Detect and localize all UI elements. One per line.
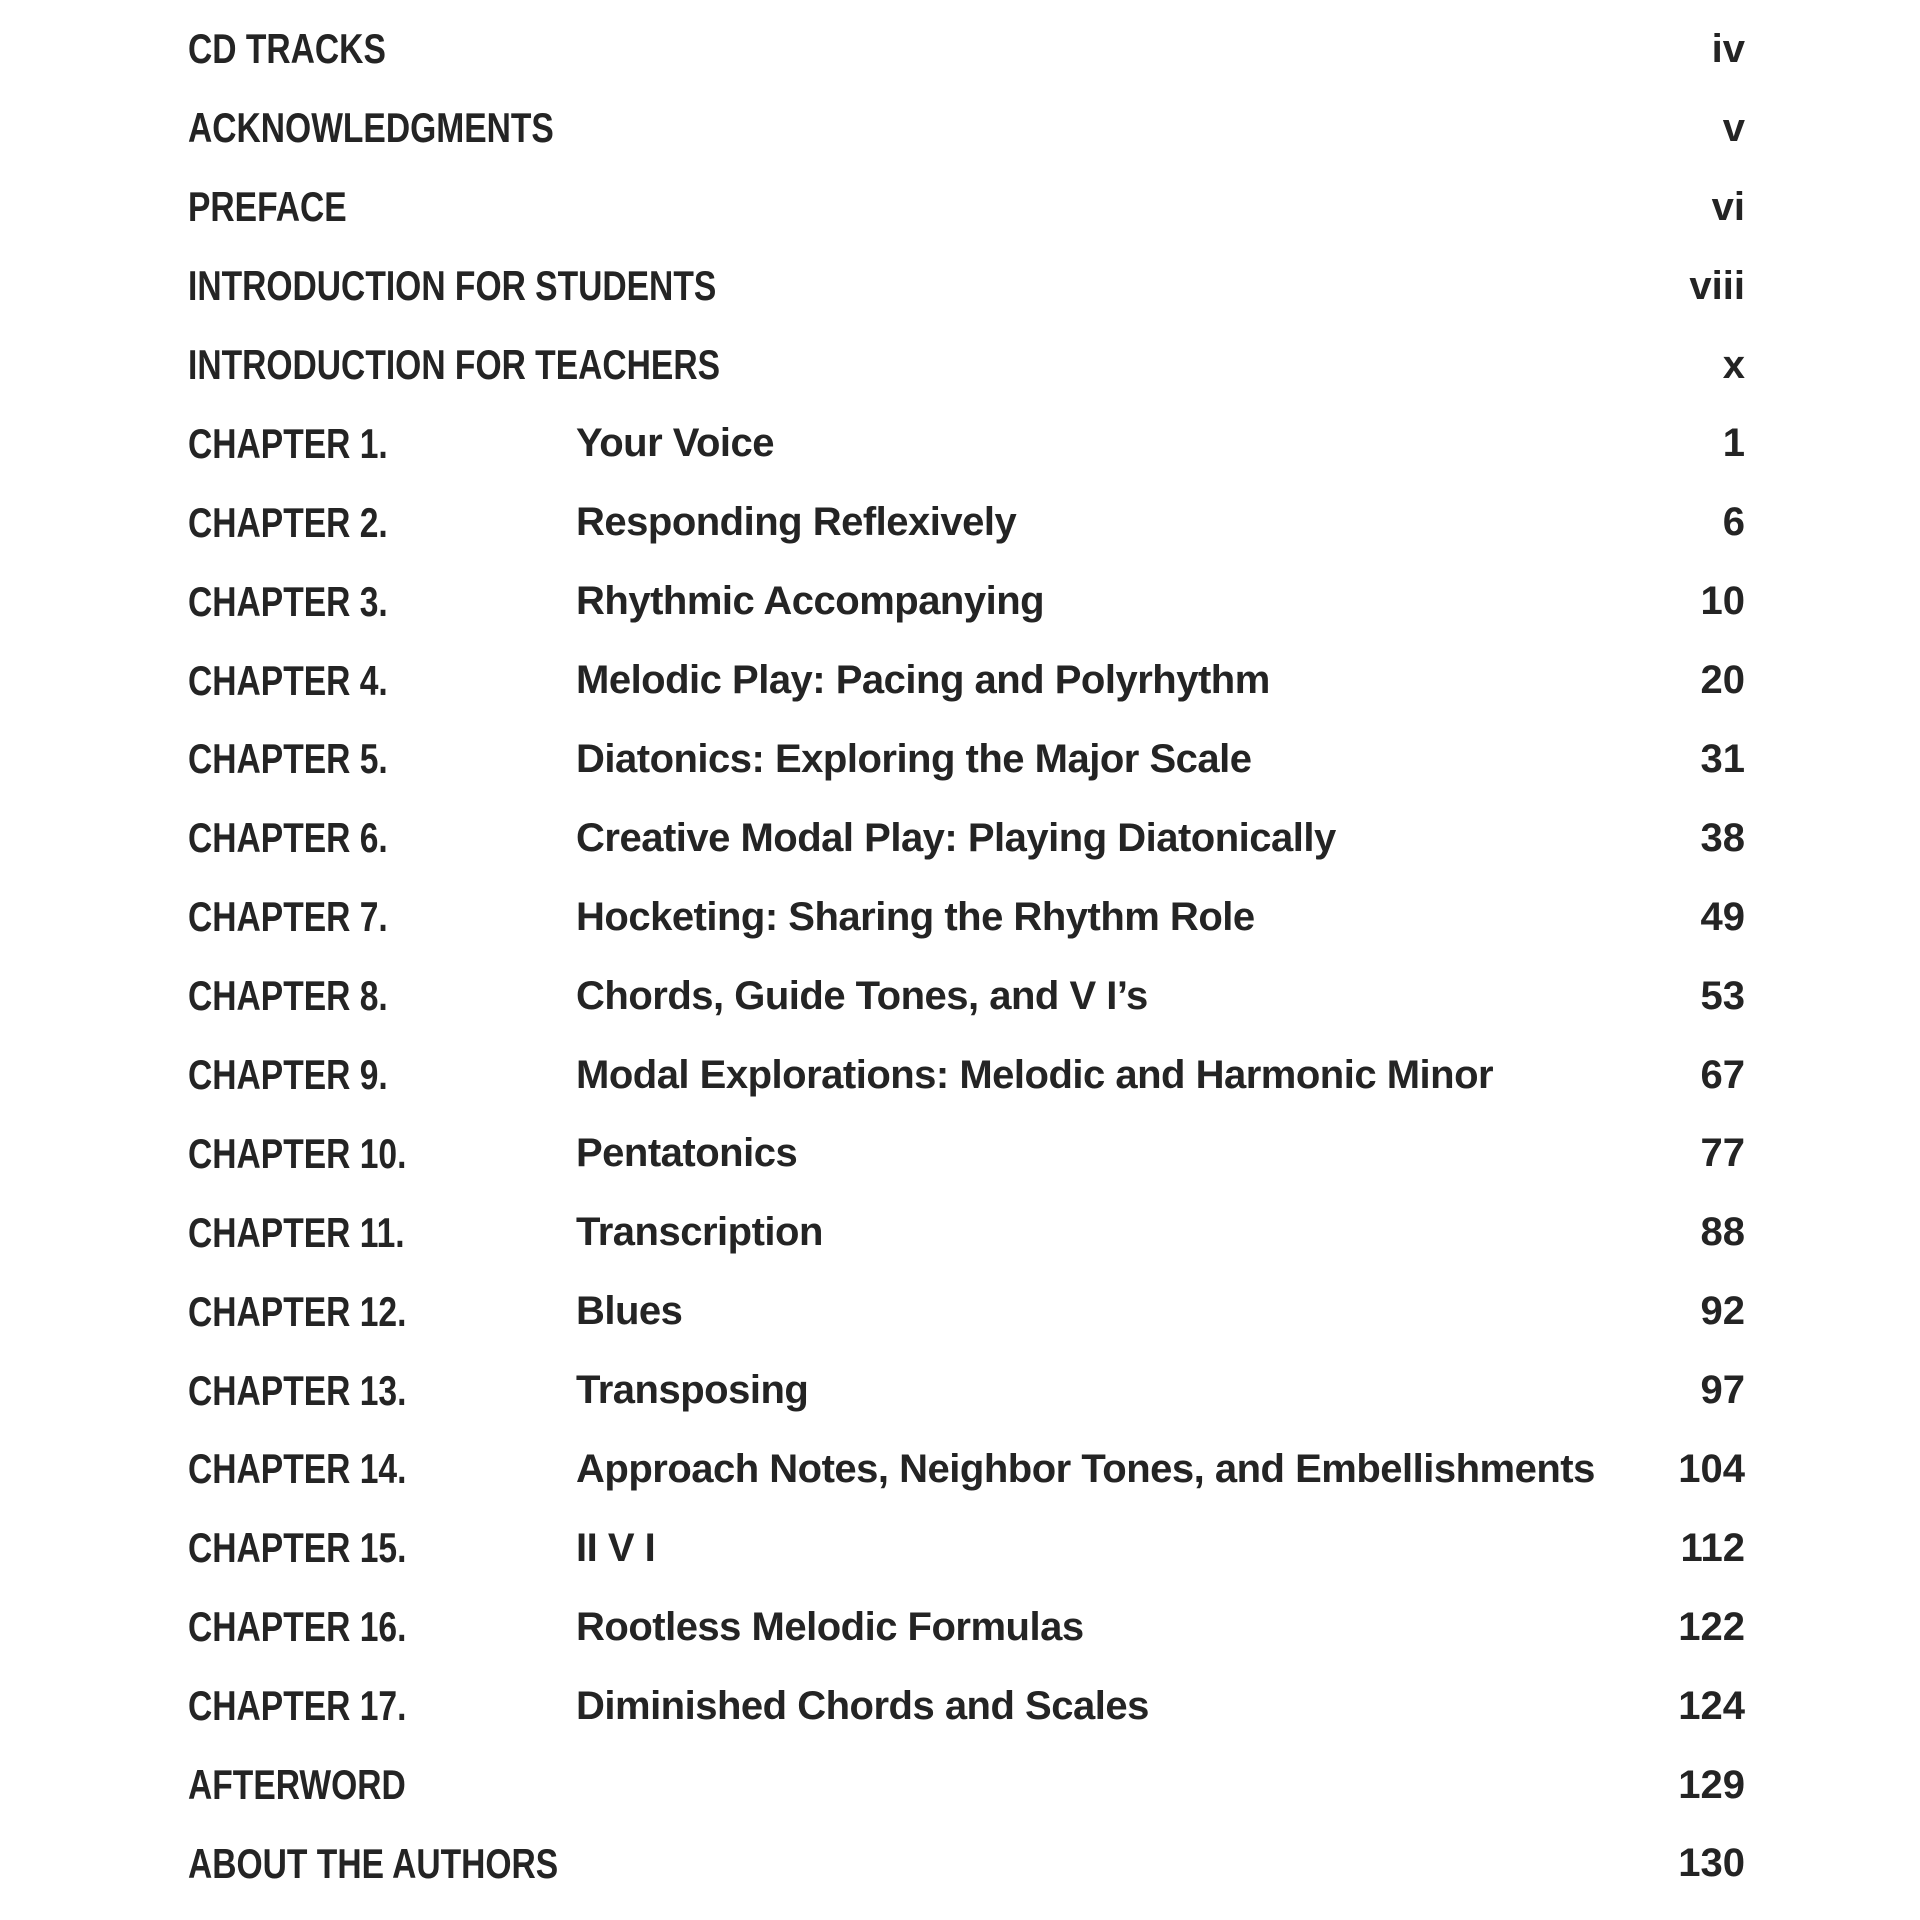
toc-entry-title: Your Voice [576, 421, 775, 466]
toc-entry-page-number: v [1722, 105, 1745, 150]
toc-entry-label: CHAPTER 14. [188, 1445, 407, 1493]
toc-entry-page-number: 130 [1678, 1841, 1745, 1886]
toc-entry-title: Hocketing: Sharing the Rhythm Role [576, 894, 1255, 939]
toc-entry-label: CHAPTER 11. [188, 1208, 405, 1256]
toc-row [188, 404, 1745, 483]
toc-entry-label: CHAPTER 12. [188, 1287, 407, 1335]
toc-entry-title: Responding Reflexively [576, 500, 1017, 545]
toc-entry-label: AFTERWORD [188, 1761, 406, 1809]
toc-entry-label: ACKNOWLEDGMENTS [188, 104, 554, 152]
toc-row [188, 1667, 1745, 1746]
toc-entry-page-number: 67 [1700, 1052, 1745, 1097]
toc-entry-title: Creative Modal Play: Playing Diatonically [576, 815, 1336, 860]
toc-entry-label: CHAPTER 8. [188, 972, 388, 1020]
toc-entry-label: CHAPTER 4. [188, 656, 388, 704]
toc-row [188, 1430, 1745, 1509]
toc-entry-title: Melodic Play: Pacing and Polyrhythm [576, 658, 1270, 703]
toc-entry-title: Approach Notes, Neighbor Tones, and Embellishments [576, 1446, 1595, 1491]
toc-entry-label: CHAPTER 7. [188, 893, 388, 941]
toc-entry-label: CHAPTER 17. [188, 1682, 407, 1730]
toc-entry-label: INTRODUCTION FOR TEACHERS [188, 341, 720, 388]
toc-row [188, 1824, 1745, 1903]
toc-entry-title: Transposing [576, 1368, 809, 1413]
toc-entry-page-number: 38 [1700, 815, 1745, 860]
toc-entry-label: ABOUT THE AUTHORS [188, 1839, 559, 1887]
toc-entry-page-number: 104 [1678, 1446, 1745, 1491]
toc-row [188, 326, 1745, 405]
toc-row [188, 799, 1745, 878]
toc-entry-page-number: 6 [1722, 500, 1745, 545]
toc-row [188, 1272, 1745, 1351]
toc-row [188, 247, 1745, 326]
toc-row [188, 10, 1745, 89]
toc-entry-label: CHAPTER 10. [188, 1129, 407, 1177]
toc-entry-page-number: 97 [1700, 1368, 1745, 1413]
toc-row [188, 1588, 1745, 1667]
toc-row [188, 720, 1745, 799]
toc-entry-title: Rhythmic Accompanying [576, 579, 1045, 624]
toc-entry-page-number: 77 [1700, 1131, 1745, 1176]
toc-entry-title: Pentatonics [576, 1131, 798, 1176]
toc-entry-label: CHAPTER 2. [188, 498, 388, 546]
toc-entry-page-number: 53 [1700, 973, 1745, 1018]
toc-entry-title: Chords, Guide Tones, and V I’s [576, 973, 1148, 1018]
toc-entry-label: CHAPTER 15. [188, 1524, 407, 1572]
toc-entry-title: II V I [576, 1525, 656, 1570]
toc-entry-page-number: 124 [1678, 1683, 1745, 1728]
toc-entry-label: CHAPTER 13. [188, 1366, 407, 1414]
toc-entry-label: INTRODUCTION FOR STUDENTS [188, 262, 717, 310]
toc-row [188, 957, 1745, 1036]
toc-entry-label: CHAPTER 9. [188, 1051, 388, 1099]
toc-entry-page-number: 92 [1700, 1289, 1745, 1334]
toc-entry-page-number: 112 [1680, 1525, 1745, 1570]
toc-row [188, 1746, 1745, 1825]
toc-entry-label: CHAPTER 16. [188, 1603, 407, 1651]
toc-entry-page-number: 88 [1700, 1210, 1745, 1255]
toc-row-list [188, 10, 1745, 1903]
toc-entry-label: PREFACE [188, 183, 347, 231]
toc-entry-label: CD TRACKS [188, 25, 386, 73]
toc-row [188, 1036, 1745, 1115]
toc-entry-title: Diatonics: Exploring the Major Scale [576, 736, 1252, 781]
toc-entry-page-number: 10 [1700, 579, 1745, 624]
toc-entry-label: CHAPTER 5. [188, 735, 388, 783]
toc-entry-page-number: 122 [1678, 1604, 1745, 1649]
toc-entry-title: Diminished Chords and Scales [576, 1683, 1149, 1728]
toc-entry-page-number: x [1722, 342, 1745, 387]
toc-row [188, 1509, 1745, 1588]
toc-entry-page-number: 31 [1700, 736, 1745, 781]
toc-row [188, 641, 1745, 720]
toc-entry-title: Transcription [576, 1210, 823, 1255]
toc-entry-title: Blues [576, 1289, 683, 1334]
toc-row [188, 168, 1745, 247]
toc-entry-page-number: 1 [1722, 421, 1745, 466]
toc-entry-title: Rootless Melodic Formulas [576, 1604, 1084, 1649]
toc-entry-label: CHAPTER 6. [188, 814, 388, 862]
toc-row [188, 562, 1745, 641]
toc-row [188, 89, 1745, 168]
toc-entry-page-number: 129 [1678, 1762, 1745, 1807]
toc-row [188, 1114, 1745, 1193]
toc-entry-page-number: viii [1689, 263, 1745, 308]
toc-entry-page-number: 20 [1700, 658, 1745, 703]
toc-row [188, 483, 1745, 562]
toc-row [188, 1351, 1745, 1430]
toc-entry-label: CHAPTER 3. [188, 577, 388, 625]
toc-row [188, 1193, 1745, 1272]
toc-entry-page-number: 49 [1700, 894, 1745, 939]
toc-entry-page-number: vi [1711, 184, 1745, 229]
toc-entry-title: Modal Explorations: Melodic and Harmonic Minor [576, 1052, 1494, 1097]
toc-entry-page-number: iv [1711, 26, 1745, 71]
toc-entry-label: CHAPTER 1. [188, 419, 388, 467]
toc-row [188, 878, 1745, 957]
